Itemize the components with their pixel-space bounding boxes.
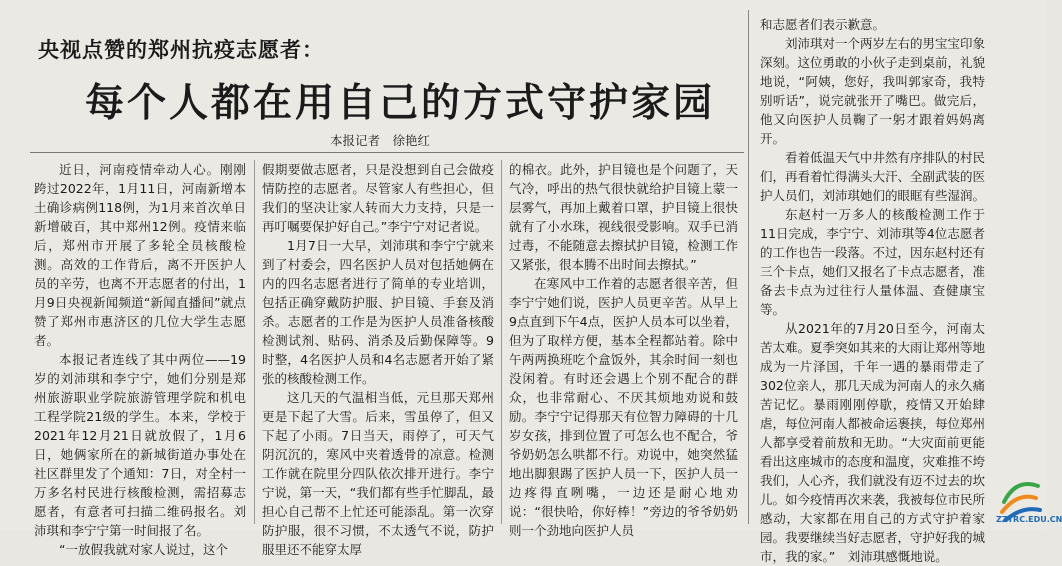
article-column-2 bbox=[262, 160, 494, 557]
article-column-1 bbox=[34, 160, 246, 557]
paragraph: 和志愿者们表示歉意。 bbox=[760, 17, 886, 32]
watermark-site-text: ZZTRC.EDU.CN bbox=[996, 515, 1062, 524]
article-byline: 本报记者 徐艳红 bbox=[330, 133, 431, 148]
paragraph: 从2021年的7月20日至今，河南太苦太难。夏季突如其来的大雨让郑州等地成为一片泽国，千年一遇的暴雨带走了302位亲人，那几天成为河南人的永久痛苦记忆。暴雨刚刚停歇，疫情又开始肆虐，每位河南人都被命运裹挟，每位郑州人都享受着前敖和无助。“大灾面前更能看出这座城市的态度和温度，灾难推不垮我们，人心齐，我们就没有迈不过去的坎儿。如今疫情再次来袭，我被每位市民所感动，大家都在用自己的方式守护着家园。我要继续当好志愿者，守护好我的城市，我的家。” 刘沛琪感慨地说。 bbox=[760, 321, 986, 564]
paragraph: 刘沛琪对一个两岁左右的男宝宝印象深刻。这位勇敢的小伙子走到桌前，礼貌地说，“阿姨，您好，我叫郭家奇，我特别听话”，说完就张开了嘴巴。做完后，他又向医护人员鞠了一躬才跟着妈妈离开。 bbox=[760, 36, 986, 146]
paragraph: 看着低温天气中井然有序排队的村民们，再看着忙得满头大汗、全副武装的医护人员们，刘沛琪她们的眼眶有些湿润。 bbox=[760, 150, 986, 203]
paragraph: 在寒风中工作着的志愿者很辛苦，但李宁宁她们说，医护人员更辛苦。从早上9点直到下午4点，医护人员本可以坐着，但为了取样方便，基本全程都站着。除中午两两换班吃个盒饭外，其余时间一刻也没闲着。有时还会遇上个别不配合的群众，也非常耐心、不厌其烦地劝说和鼓励。李宁宁记得那天有位智力障碍的十几岁女孩，排到位置了可怎么也不配合，爷爷奶奶怎么哄都不行。劝说中，她突然猛地出脚狠踢了医护人员一下，医护人员一边疼得直咧嘴，一边还是耐心地劝说：“很快哈，你好棒！”旁边的爷爷奶奶则一个劲地向医护人员 bbox=[509, 276, 738, 538]
article-column-4 bbox=[760, 15, 986, 564]
article-column-3 bbox=[509, 160, 738, 538]
column-divider bbox=[748, 10, 749, 524]
paragraph: 假期要做志愿者，只是没想到自己会做疫情防控的志愿者。尽管家人有些担心，但我们的坚决让家人转而大力支持，只是一再叮嘱要保护好自己。”李宁宁对记者说。 bbox=[262, 162, 494, 234]
article-subtitle: 央视点赞的郑州抗疫志愿者： bbox=[38, 38, 324, 62]
article-headline: 每个人都在用自己的方式守护家园 bbox=[85, 80, 716, 126]
header-divider bbox=[30, 152, 744, 153]
paragraph: 近日，河南疫情牵动人心。刚刚跨过2022年，1月11日，河南新增本土确诊病例118例，为1月来首次单日新增破百，其中郑州12例。疫情来临后，郑州市开展了多轮全员核酸检测。高效的工作背后，离不开医护人员的辛劳，也离不开志愿者的付出，1月9日央视新闻频道“新闻直播间”就点赞了郑州市惠济区的几位大学生志愿者。 bbox=[34, 162, 246, 348]
column-divider bbox=[501, 160, 502, 524]
paragraph: 的棉衣。此外，护目镜也是个问题了，天气冷，呼出的热气很快就给护目镜上蒙一层雾气，再加上戴着口罩，护目镜上很快就有了小水珠，视线很受影响。双手已消过毒，不能随意去擦拭护目镜，检测工作又紧张，很本腾不出时间去擦拭。” bbox=[509, 162, 738, 272]
paragraph: “一放假我就对家人说过，这个 bbox=[59, 542, 228, 557]
paragraph: 本报记者连线了其中两位——19岁的刘沛琪和李宁宁，她们分别是郑州旅游职业学院旅游管理学院和机电工程学院21级的学生。本来，学校于2021年12月21日就放假了，1月6日，她俩家所在的新城街道办事处在社区群里发了个通知：7日，对全村一万多名村民进行核酸检测，需招募志愿者，有意者可扫描二维码报名。刘沛琪和李宁宁第一时间报了名。 bbox=[34, 352, 246, 538]
paragraph: 东赵村一万多人的核酸检测工作于11日完成，李宁宁、刘沛琪等4位志愿者的工作也告一段落。不过，因东赵村还有三个卡点，她们又报名了卡点志愿者，准备去卡点为过往行人量体温、查健康宝等。 bbox=[760, 207, 986, 317]
column-divider bbox=[254, 160, 255, 524]
paragraph: 1月7日一大早，刘沛琪和李宁宁就来到了村委会，四名医护人员对包括她俩在内的四名志愿者进行了简单的专业培训，包括正确穿戴防护服、护目镜、手套及消杀。志愿者的工作是为医护人员准备核酸检测试剂、贴码、消杀及后勤保障等。9时整，4名医护人员和4名志愿者开始了紧张的核酸检测工作。 bbox=[262, 238, 494, 386]
paragraph: 这几天的气温相当低，元旦那天郑州更是下起了大雪。后来，雪虽停了，但又下起了小雨。7日当天，雨停了，可天气阴沉沉的，寒风中夹着透骨的凉意。检测工作就在院里分四队依次排开进行。李宁宁说，第一天，“我们都有些手忙脚乱，最担心自己帮不上忙还可能添乱。第一次穿防护服，很不习惯，不太透气不说，防护服里还不能穿太厚 bbox=[262, 390, 494, 557]
